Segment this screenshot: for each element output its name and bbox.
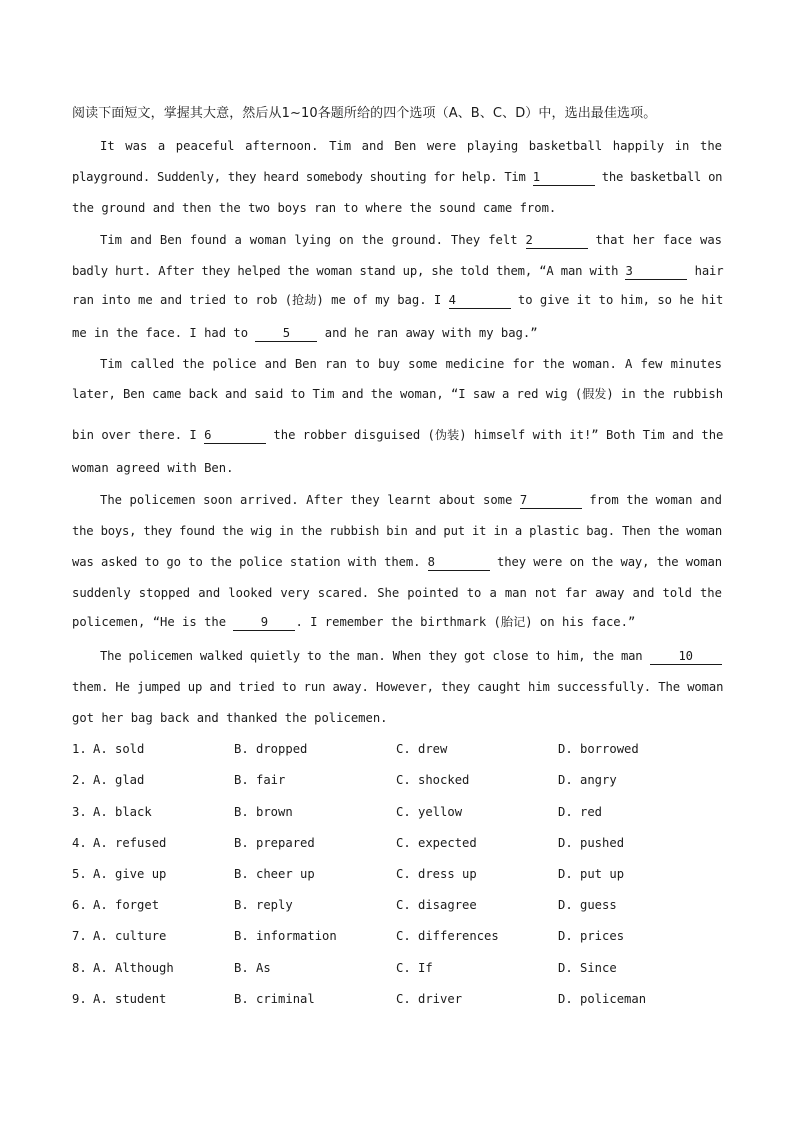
question-number: 3. <box>72 805 87 819</box>
passage-line: the boys, they found the wig in the rubbish bin and put it in a plastic bag. Then the woman <box>72 524 722 538</box>
passage-line: the ground and then the two boys ran to where the sound came from. <box>72 201 557 215</box>
option-c[interactable]: C. driver <box>396 992 463 1006</box>
passage-line: them. He jumped up and tried to run away. However, they caught him successfully. The woman <box>72 680 724 694</box>
option-a[interactable]: A. culture <box>93 929 167 943</box>
option-b[interactable]: B. information <box>234 929 337 943</box>
question-row <box>72 803 722 821</box>
text-segment: Tim and Ben found a woman lying on the ground. They felt <box>100 233 526 247</box>
option-b[interactable]: B. criminal <box>234 992 315 1006</box>
option-a[interactable]: A. sold <box>93 742 145 756</box>
instructions: 阅读下面短文，掌握其大意，然后从1~10各题所给的四个选项（A、B、C、D）中，选出最佳选项。 <box>72 106 657 121</box>
blank-7[interactable]: 7 <box>520 493 582 509</box>
question-number: 2. <box>72 773 87 787</box>
passage-line <box>100 491 722 509</box>
text-segment: ran into me and tried to rob (抢劫) me of my bag. I <box>72 293 449 307</box>
text-segment: me in the face. I had to <box>72 326 256 340</box>
option-a[interactable]: A. refused <box>93 836 167 850</box>
question-number: 7. <box>72 929 87 943</box>
option-c[interactable]: C. shocked <box>396 773 470 787</box>
option-d[interactable]: D. pushed <box>558 836 625 850</box>
option-d[interactable]: D. angry <box>558 773 617 787</box>
text-segment: playground. Suddenly, they heard somebody shouting for help. Tim <box>72 170 533 184</box>
passage-line <box>72 262 722 280</box>
question-number: 9. <box>72 992 87 1006</box>
question-row <box>72 990 722 1008</box>
option-d[interactable]: D. borrowed <box>558 742 639 756</box>
text-segment: and he ran away with my bag.” <box>317 326 538 340</box>
blank-6[interactable]: 6 <box>204 428 266 444</box>
text-segment: . I remember the birthmark (胎记) on his face.” <box>295 615 636 629</box>
blank-5[interactable]: 5 <box>255 326 317 342</box>
option-c[interactable]: C. drew <box>396 742 448 756</box>
option-b[interactable]: B. As <box>234 961 271 975</box>
text-segment: the robber disguised (伪装) himself with it!” Both Tim and the <box>266 428 724 442</box>
option-a[interactable]: A. glad <box>93 773 145 787</box>
passage-line: woman agreed with Ben. <box>72 461 234 475</box>
passage-line: It was a peaceful afternoon. Tim and Ben were playing basketball happily in the <box>100 139 722 153</box>
question-row <box>72 865 722 883</box>
option-c[interactable]: C. If <box>396 961 433 975</box>
passage-line <box>72 168 722 186</box>
option-b[interactable]: B. reply <box>234 898 293 912</box>
blank-4[interactable]: 4 <box>449 293 511 309</box>
passage-line <box>72 324 722 342</box>
text-segment: policemen, “He is the <box>72 615 234 629</box>
blank-9[interactable]: 9 <box>233 615 295 631</box>
text-segment: was asked to go to the police station with them. <box>72 555 428 569</box>
option-c[interactable]: C. dress up <box>396 867 477 881</box>
question-number: 5. <box>72 867 87 881</box>
question-number: 6. <box>72 898 87 912</box>
blank-8[interactable]: 8 <box>428 555 490 571</box>
text-segment: The policemen soon arrived. After they learnt about some <box>100 493 520 507</box>
option-a[interactable]: A. forget <box>93 898 160 912</box>
option-b[interactable]: B. dropped <box>234 742 308 756</box>
question-number: 8. <box>72 961 87 975</box>
option-b[interactable]: B. brown <box>234 805 293 819</box>
text-segment: the basketball on <box>594 170 723 184</box>
text-segment: hair <box>687 264 724 278</box>
question-row <box>72 771 722 789</box>
option-d[interactable]: D. red <box>558 805 603 819</box>
text-segment: badly hurt. After they helped the woman stand up, she told them, “A man with <box>72 264 626 278</box>
option-a[interactable]: A. give up <box>93 867 167 881</box>
blank-1[interactable]: 1 <box>533 170 595 186</box>
question-row <box>72 927 722 945</box>
passage-line <box>72 553 722 571</box>
option-a[interactable]: A. Although <box>93 961 174 975</box>
question-row <box>72 959 722 977</box>
text-segment: from the woman and <box>581 493 722 507</box>
option-c[interactable]: C. yellow <box>396 805 463 819</box>
question-row <box>72 834 722 852</box>
passage-line: got her bag back and thanked the policemen. <box>72 711 388 725</box>
passage-line: later, Ben came back and said to Tim and the woman, “I saw a red wig (假发) in the rubbish <box>72 387 724 401</box>
blank-2[interactable]: 2 <box>526 233 588 249</box>
passage-line <box>72 613 722 631</box>
option-c[interactable]: C. differences <box>396 929 499 943</box>
passage-line <box>72 426 722 444</box>
option-c[interactable]: C. expected <box>396 836 477 850</box>
question-number: 4. <box>72 836 87 850</box>
question-number: 1. <box>72 742 87 756</box>
option-a[interactable]: A. black <box>93 805 152 819</box>
option-a[interactable]: A. student <box>93 992 167 1006</box>
option-d[interactable]: D. put up <box>558 867 625 881</box>
question-row <box>72 740 722 758</box>
option-d[interactable]: D. policeman <box>558 992 647 1006</box>
option-d[interactable]: D. guess <box>558 898 617 912</box>
option-b[interactable]: B. cheer up <box>234 867 315 881</box>
passage-line <box>100 647 722 665</box>
option-b[interactable]: B. prepared <box>234 836 315 850</box>
passage-line: Tim called the police and Ben ran to buy some medicine for the woman. A few minutes <box>100 357 722 371</box>
option-d[interactable]: D. prices <box>558 929 625 943</box>
text-segment: that her face was <box>587 233 722 247</box>
option-c[interactable]: C. disagree <box>396 898 477 912</box>
text-segment: to give it to him, so he hit <box>510 293 724 307</box>
passage-line <box>72 291 722 309</box>
option-b[interactable]: B. fair <box>234 773 286 787</box>
text-segment: The policemen walked quietly to the man. When they got close to him, the man <box>100 649 650 663</box>
text-segment: bin over there. I <box>72 428 205 442</box>
option-d[interactable]: D. Since <box>558 961 617 975</box>
question-row <box>72 896 722 914</box>
text-segment: they were on the way, the woman <box>489 555 722 569</box>
passage-line <box>100 231 722 249</box>
blank-10[interactable]: 10 <box>650 649 722 665</box>
blank-3[interactable]: 3 <box>625 264 687 280</box>
passage-line: suddenly stopped and looked very scared. She pointed to a man not far away and told the <box>72 586 722 600</box>
